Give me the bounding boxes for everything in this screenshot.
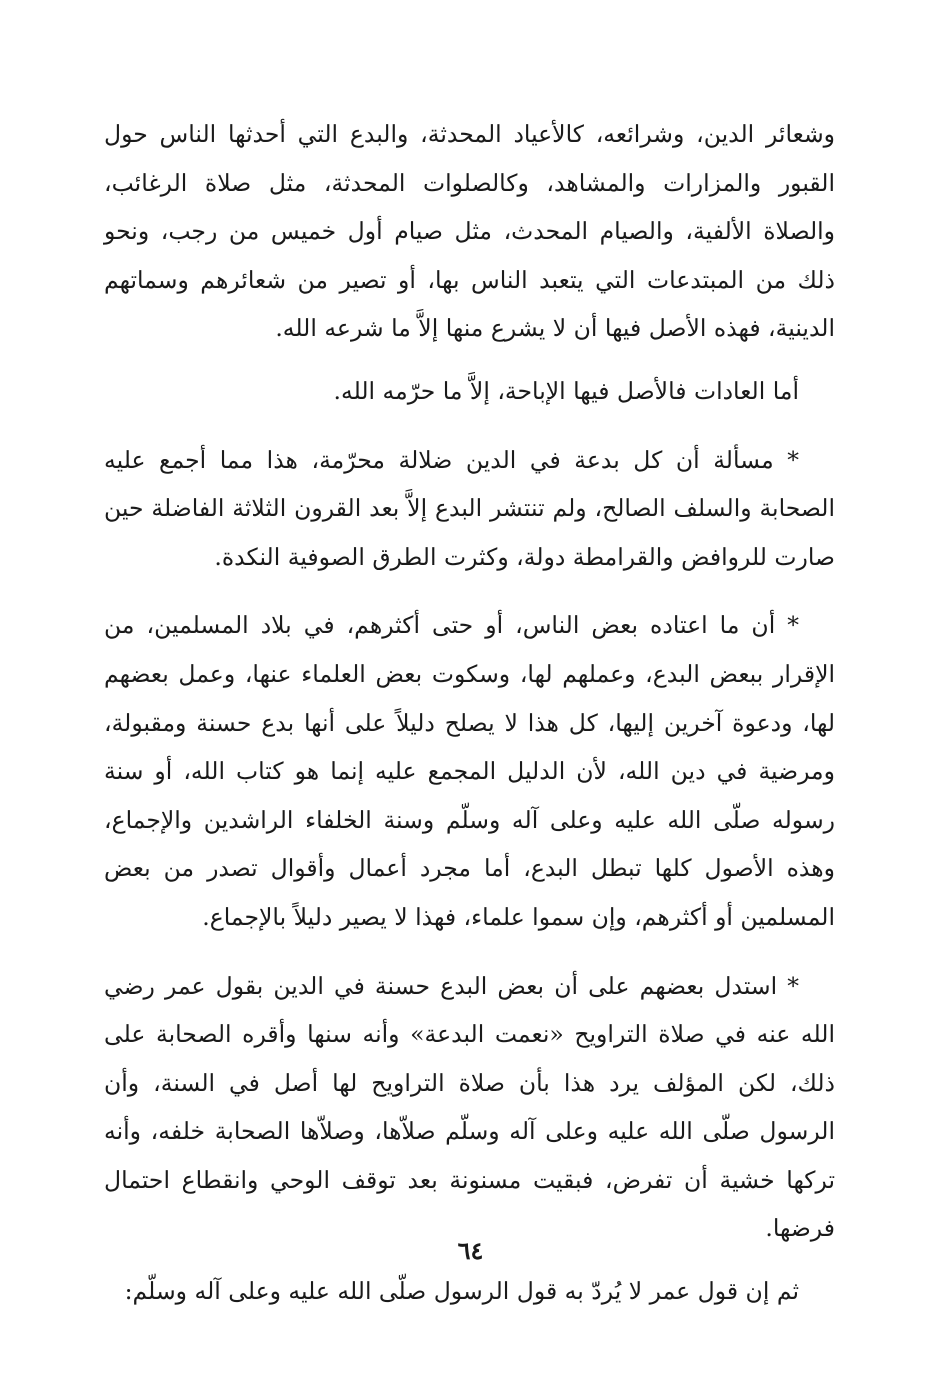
page-number: ٦٤ [457,1236,484,1265]
page-body-text [104,110,835,1316]
paragraph-1: وشعائر الدين، وشرائعه، كالأعياد المحدثة، والبدع التي أحدثها الناس حول القبور والمزارات والمشاهد، وكالصلوات المحدثة، مثل صلاة الرغائب، والصلاة الألفية، والصيام المحدث، مثل صيام أول خميس من رجب، ونحو ذلك من المبتدعات التي يتعبد الناس بها، أو تصير من شعائرهم وسماتهم الدينية، فهذه الأصل فيها أن لا يشرع منها إلاَّ ما شرعه الله. [104,120,835,343]
paragraph-3: * مسألة أن كل بدعة في الدين ضلالة محرّمة، هذا مما أجمع عليه الصحابة والسلف الصالح، ولم تنتشر البدع إلاَّ بعد القرون الثلاثة الفاضلة حين صارت للروافض والقرامطة دولة، وكثرت الطرق الصوفية النكدة. [104,445,835,571]
paragraph-4: * أن ما اعتاده بعض الناس، أو حتى أكثرهم، في بلاد المسلمين، من الإقرار ببعض البدع، وعملهم لها، وسكوت بعض العلماء عنها، وعمل بعضهم لها، ودعوة آخرين إليها، كل هذا لا يصلح دليلاً على أنها بدع حسنة ومقبولة، ومرضية في دين الله، لأن الدليل المجمع عليه إنما هو كتاب الله، أو سنة رسوله صلّى الله عليه وعلى آله وسلّم وسنة الخلفاء الراشدين والإجماع، وهذه الأصول كلها تبطل البدع، أما مجرد أعمال وأقوال تصدر من بعض المسلمين أو أكثرهم، وإن سموا علماء، فهذا لا يصير دليلاً بالإجماع. [104,611,835,931]
paragraph-5: * استدل بعضهم على أن بعض البدع حسنة في الدين بقول عمر رضي الله عنه في صلاة التراويح «نعمت البدعة» وأنه سنها وأقره الصحابة على ذلك، لكن المؤلف يرد هذا بأن صلاة التراويح لها أصل في السنة، وأن الرسول صلّى الله عليه وعلى آله وسلّم صلاّها، وصلاّها الصحابة خلفه، وأنه تركها خشية أن تفرض، فبقيت مسنونة بعد توقف الوحي وانقطاع احتمال فرضها. [104,971,835,1243]
paragraph-6: ثم إن قول عمر لا يُردّ به قول الرسول صلّى الله عليه وعلى آله وسلّم: [124,1277,799,1306]
paragraph-2: أما العادات فالأصل فيها الإباحة، إلاَّ ما حرّمه الله. [333,376,799,405]
